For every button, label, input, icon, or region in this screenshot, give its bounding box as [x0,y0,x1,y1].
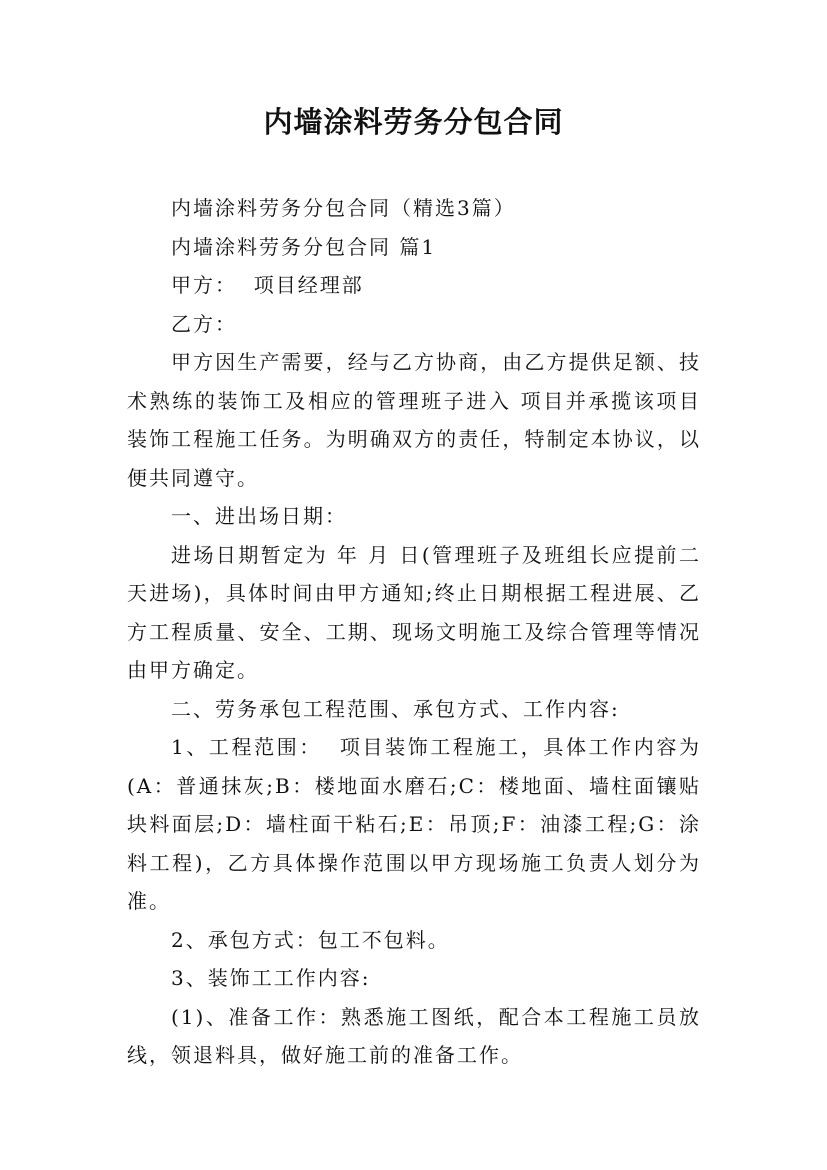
paragraph-preparation: (1)、准备工作：熟悉施工图纸，配合本工程施工员放线，领退料具，做好施工前的准备工作。 [127,1004,701,1067]
paragraph-subtitle: 内墙涂料劳务分包合同（精选3篇） [171,196,516,220]
document-body [127,189,701,1075]
paragraph-section-heading: 内墙涂料劳务分包合同 篇1 [171,234,437,259]
paragraph-dates: 进场日期暂定为 年 月 日(管理班子及班组长应提前二天进场)，具体时间由甲方通知;终止日期根据工程进展、乙方工程质量、安全、工期、现场文明施工及综合管理等情况由甲方确定。 [127,542,701,682]
paragraph-intro: 甲方因生产需要，经与乙方协商，由乙方提供足额、技术熟练的装饰工及相应的管理班子进入 项目并承揽该项目装饰工程施工任务。为明确双方的责任，特制定本协议，以便共同遵守。 [127,350,701,490]
paragraph-party-b: 乙方： [171,311,237,336]
paragraph-clause-1: 一、进出场日期： [171,504,347,528]
paragraph-party-a: 甲方： 项目经理部 [171,273,364,297]
paragraph-contract-mode: 2、承包方式：包工不包料。 [171,927,450,952]
paragraph-work-content: 3、装饰工工作内容: [171,966,371,990]
paragraph-scope: 1、工程范围： 项目装饰工程施工，具体工作内容为(A：普通抹灰;B：楼地面水磨石;C：楼地面、墙柱面镶贴块料面层;D：墙柱面干粘石;E：吊顶;F：油漆工程;G：涂料工程)，乙方具体操作范围以甲方现场施工负责人划分为准。 [127,735,701,913]
document-title: 内墙涂料劳务分包合同 [263,105,564,139]
paragraph-clause-2: 二、劳务承包工程范围、承包方式、工作内容: [171,696,620,721]
